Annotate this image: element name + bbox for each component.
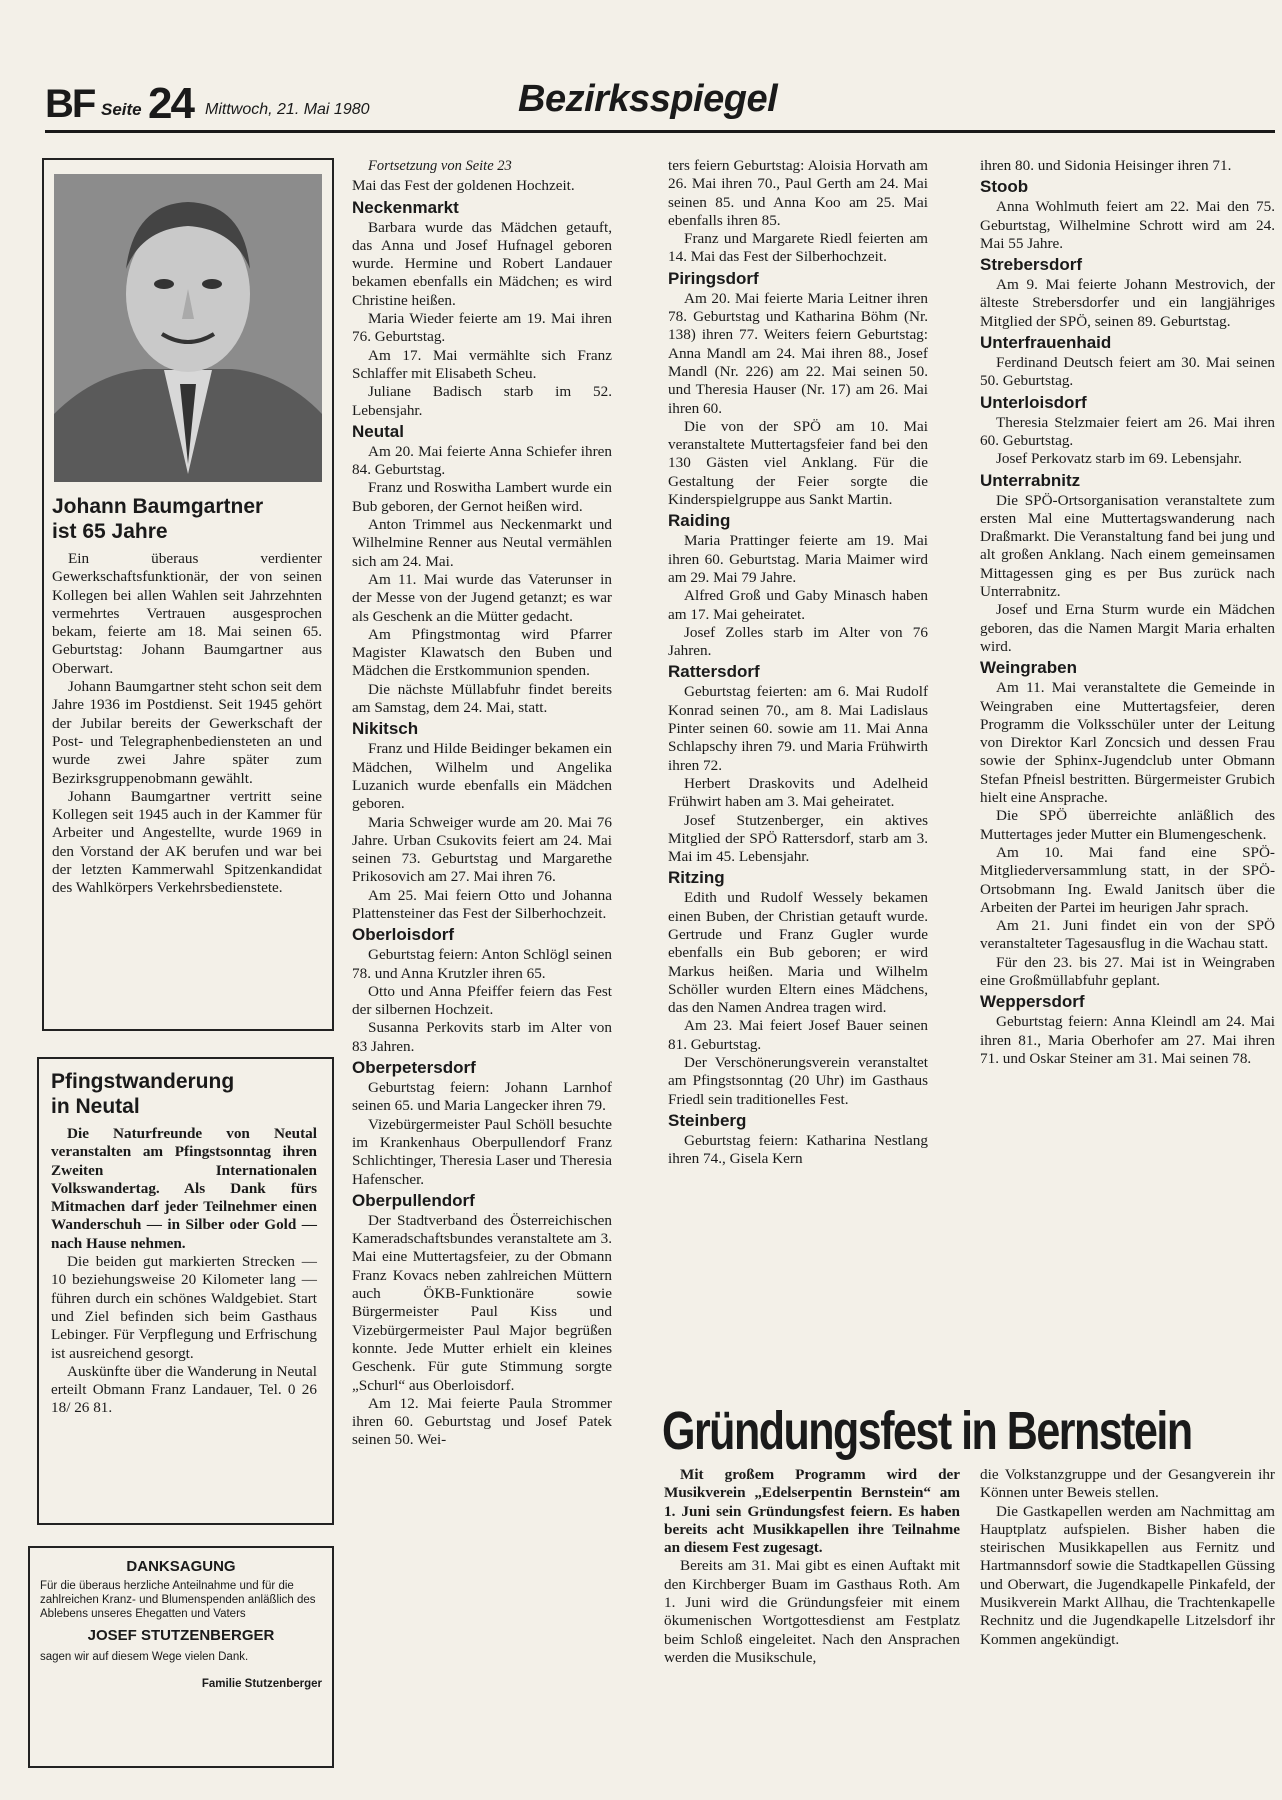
news-paragraph: Der Verschönerungsverein veranstaltet am Pfingstsonntag (20 Uhr) im Gasthaus Friedl sein traditionelles Fest. xyxy=(668,1054,928,1108)
bernstein-headline: Gründungsfest in Bernstein xyxy=(662,1401,1192,1462)
news-paragraph: ters feiern Geburtstag: Aloisia Horvath am 26. Mai ihren 70., Paul Gerth am 24. Mai seinen 85. und Anna Koo am 25. Mai ebenfalls ihren 85. xyxy=(668,157,928,229)
bernstein-paragraph: Die Gastkapellen werden am Nachmittag am Hauptplatz aufspielen. Bisher haben die steirischen Musikkapellen aus Fernitz und Hartmannsdorf sowie die Stadtkapellen Güssing und Oberwart, die Jugendkapelle Pinkafeld, der Musikverein Markt Allhau, die Trachtenkapelle Rechnitz und die Jugendkapelle Litzelsdorf ihr Kommen angekündigt. xyxy=(980,1502,1275,1648)
town-heading: Steinberg xyxy=(668,1110,747,1130)
town-heading: Oberpetersdorf xyxy=(352,1058,476,1078)
news-paragraph: Theresia Stelzmaier feiert am 26. Mai ihren 60. Geburtstag. xyxy=(980,413,1275,449)
news-paragraph: Maria Wieder feierte am 19. Mai ihren 76. Geburtstag. xyxy=(352,310,612,346)
news-paragraph: Edith und Rudolf Wessely bekamen einen Buben, der Christian getauft wurde. Gertrude und Franz Gugler wurde ebenfalls ein Bub geboren; er wird Markus heißen. Maria und Wilhelm Schöller wurden Eltern eines Mädchens, das den Namen Andrea tragen wird. xyxy=(668,889,928,1017)
bernstein-lead: Mit großem Programm wird der Musikverein „Edelserpentin Bernstein“ am 1. Juni sein Gründungsfest feiern. Es haben bereits acht Musikkapellen ihre Teilnahme an diesem Fest zugesagt. xyxy=(664,1466,960,1557)
thanks-signature: Familie Stutzenberger xyxy=(201,1678,322,1690)
news-paragraph: Ferdinand Deutsch feiert am 30. Mai seinen 50. Geburtstag. xyxy=(980,354,1275,390)
news-paragraph: Anton Trimmel aus Neckenmarkt und Wilhelmine Renner aus Neutal vermählen sich am 24. Mai. xyxy=(352,516,612,570)
town-heading: Neckenmarkt xyxy=(352,197,459,217)
news-paragraph: ihren 80. und Sidonia Heisinger ihren 71. xyxy=(980,157,1232,174)
news-paragraph: Am 25. Mai feiern Otto und Johanna Plattensteiner das Fest der Silberhochzeit. xyxy=(352,886,612,922)
issue-date: Mittwoch, 21. Mai 1980 xyxy=(205,101,370,118)
column-1-content xyxy=(352,177,612,1449)
news-paragraph: Am 17. Mai vermählte sich Franz Schlaffer mit Elisabeth Scheu. xyxy=(352,346,612,382)
thanks-notice-box xyxy=(28,1546,334,1768)
news-paragraph: Die SPÖ-Ortsorganisation veranstaltete zum ersten Mal eine Muttertagswanderung nach Draßmarkt. Die Veranstaltung fand bei jung und alt großen Anklang. Nach einem gemeinsamen Mittagessen ging es per Bus zurück nach Unterrabnitz. xyxy=(980,491,1275,601)
portrait-headline-2: ist 65 Jahre xyxy=(52,520,168,543)
portrait-headline-1: Johann Baumgartner xyxy=(52,495,264,518)
news-paragraph: Franz und Hilde Beidinger bekamen ein Mädchen, Wilhelm und Angelika Luzanich wurde ebenfalls ein Mädchen geboren. xyxy=(352,740,612,813)
thanks-text-2: sagen wir auf diesem Wege vielen Dank. xyxy=(40,1651,249,1663)
hike-article-box xyxy=(37,1057,334,1525)
town-heading: Weingraben xyxy=(980,658,1077,678)
news-column-1 xyxy=(352,157,612,1450)
news-paragraph: Geburtstag feiern: Anna Kleindl am 24. Mai ihren 81., Maria Oberhofer am 27. Mai ihren 71. und Oskar Steiner am 31. Mai seinen 78. xyxy=(980,1013,1275,1067)
news-paragraph: Susanna Perkovits starb im Alter von 83 Jahren. xyxy=(352,1019,612,1055)
news-paragraph: Der Stadtverband des Österreichischen Kameradschaftsbundes veranstaltete am 3. Mai eine Muttertagsfeier, zu der Obmann Franz Kovacs neben zahlreichen Müttern auch ÖKB-Funktionäre sowie Bürgermeister Paul Kiss und Vizebürgermeister Paul Major begrüßen konnte. Jede Mutter erhielt ein kleines Geschenk. Für gute Stimmung sorgte „Schurl“ aus Oberloisdorf. xyxy=(352,1211,612,1394)
news-paragraph: Franz und Margarete Riedl feierten am 14. Mai das Fest der Silberhochzeit. xyxy=(668,230,928,266)
masthead-rule xyxy=(45,130,1275,133)
portrait-illustration xyxy=(54,174,322,482)
news-paragraph: Die nächste Müllabfuhr findet bereits am Samstag, dem 24. Mai, statt. xyxy=(352,680,612,717)
news-paragraph: Alfred Groß und Gaby Minasch haben am 17. Mai geheiratet. xyxy=(668,587,928,623)
news-paragraph: Josef und Erna Sturm wurde ein Mädchen geboren, das die Namen Margit Maria erhalten wird. xyxy=(980,601,1275,655)
town-heading: Oberpullendorf xyxy=(352,1190,475,1210)
town-heading: Unterfrauenhaid xyxy=(980,333,1112,353)
news-paragraph: Mai das Fest der goldenen Hochzeit. xyxy=(352,177,575,195)
news-paragraph: Am 23. Mai feiert Josef Bauer seinen 81. Geburtstag. xyxy=(668,1017,928,1053)
page-label: Seite xyxy=(101,100,142,119)
news-paragraph: Josef Perkovatz starb im 69. Lebensjahr. xyxy=(996,450,1242,468)
town-heading: Neutal xyxy=(352,421,404,441)
news-paragraph: Am 9. Mai feierte Johann Mestrovich, der älteste Strebersdorfer und ein langjähriges Mitglied der SPÖ, seinen 89. Geburtstag. xyxy=(980,276,1275,330)
hike-lead: Die Naturfreunde von Neutal veranstalten am Pfingstsonntag ihren Zweiten Internationalen Volkswandertag. Als Dank fürs Mitmachen darf jeder Teilnehmer einen Wanderschuh — in Silber oder Gold — nach Hause nehmen. xyxy=(51,1125,317,1252)
town-heading: Ritzing xyxy=(668,868,725,888)
news-paragraph: Am 20. Mai feierte Anna Schiefer ihren 84. Geburtstag. xyxy=(352,442,612,479)
hike-paragraph: Die beiden gut markierten Strecken — 10 beziehungsweise 20 Kilometer lang — führen durch ein schönes Waldgebiet. Start und Ziel befinden sich beim Gasthaus Lebinger. Für Verpflegung und Erfrischung ist ausreichend gesorgt. xyxy=(51,1253,317,1362)
news-paragraph: Geburtstag feiern: Katharina Nestlang ihren 74., Gisela Kern xyxy=(668,1131,928,1168)
thanks-deceased-name: JOSEF STUTZENBERGER xyxy=(87,1627,275,1644)
portrait-photo xyxy=(54,174,322,482)
news-paragraph: Josef Stutzenberger, ein aktives Mitglied der SPÖ Rattersdorf, starb am 3. Mai im 45. Lebensjahr. xyxy=(668,811,928,866)
bernstein-column-b xyxy=(980,1466,1275,1649)
town-heading: Strebersdorf xyxy=(980,255,1083,275)
thanks-title: DANKSAGUNG xyxy=(126,1558,236,1575)
news-paragraph: Die SPÖ überreichte anläßlich des Muttertages jeder Mutter ein Blumengeschenk. xyxy=(980,807,1275,843)
news-column-2 xyxy=(668,157,928,1169)
continuation-note: Fortsetzung von Seite 23 xyxy=(368,158,512,174)
news-paragraph: Am 20. Mai feierte Maria Leitner ihren 78. Geburtstag und Katharina Böhm (Nr. 138) ihren 77. Weiters feiern Geburtstag: Anna Mandl am 24. Mai ihren 88., Josef Mandl (Nr. 226) am 22. Mai seinen 50. und Theresia Hauser (Nr. 17) am 26. Mai ihren 60. xyxy=(668,289,928,417)
portrait-article-box xyxy=(42,158,334,1031)
bernstein-paragraph: die Volkstanzgruppe und der Gesangverein ihr Können unter Beweis stellen. xyxy=(980,1466,1275,1502)
bernstein-column-a xyxy=(664,1466,960,1667)
news-paragraph: Juliane Badisch starb im 52. Lebensjahr. xyxy=(352,383,612,419)
news-paragraph: Josef Zolles starb im Alter von 76 Jahren. xyxy=(668,623,928,660)
town-heading: Unterrabnitz xyxy=(980,470,1081,490)
portrait-paragraph: Johann Baumgartner steht schon seit dem Jahre 1936 im Postdienst. Seit 1945 gehört der Jubilar bereits der Gewerkschaft der Post- und Telegraphenbediensteten an und wurde zwei Jahre später zum Bezirksgruppenobmann gewählt. xyxy=(52,678,322,787)
hike-paragraph: Auskünfte über die Wanderung in Neutal erteilt Obmann Franz Landauer, Tel. 0 26 18/ 26 81. xyxy=(51,1362,317,1417)
news-paragraph: Geburtstag feiern: Johann Larnhof seinen 65. und Maria Langecker ihren 79. xyxy=(352,1079,612,1115)
bernstein-paragraph: Bereits am 31. Mai gibt es einen Auftakt mit den Kirchberger Buam im Gasthaus Roth. Am 1. Juni wird die Gründungsfeier mit einem ökumenischen Wortgottesdienst am Festplatz beim Schloß eingeleitet. Nach den Ansprachen werden die Musikschule, xyxy=(664,1557,960,1666)
town-heading: Weppersdorf xyxy=(980,992,1085,1012)
news-paragraph: Am 11. Mai wurde das Vaterunser in der Messe von der Jugend getanzt; es war als Geschenk an die Mütter gedacht. xyxy=(352,570,612,625)
news-paragraph: Am 10. Mai fand eine SPÖ-Mitgliederversammlung statt, in der SPÖ-Ortsobmann Ing. Ewald Janitsch über die Arbeiten der Partei im heurigen Jahr sprach. xyxy=(980,843,1275,916)
bernstein-column-a-content xyxy=(664,1466,960,1667)
news-paragraph: Herbert Draskovits und Adelheid Frühwirt haben am 3. Mai geheiratet. xyxy=(668,774,928,811)
news-paragraph: Am 11. Mai veranstaltete die Gemeinde in Weingraben eine Muttertagsfeier, deren Programm die Volksschüler unter der Leitung von Direktor Karl Zoncsich und dessen Frau sowie der Sphinx-Jugendclub unter Obmann Stefan Pfneisl bestritten. Bürgermeister Grubich hielt eine Ansprache. xyxy=(980,679,1275,807)
news-paragraph: Anna Wohlmuth feiert am 22. Mai den 75. Geburtstag, Wilhelmine Schrott wird am 24. Mai 55 Jahre. xyxy=(980,198,1275,252)
page-number: 24 xyxy=(148,79,193,128)
newspaper-logo: BF xyxy=(45,82,95,126)
hike-headline-2: in Neutal xyxy=(51,1095,140,1118)
town-heading: Oberloisdorf xyxy=(352,925,455,945)
portrait-paragraph: Johann Baumgartner vertritt seine Kollegen seit 1945 auch in der Kammer für Arbeiter und Angestellte, wurde 1969 in den Vorstand der AK berufen und war bei der letzten Kammerwahl Spitzenkandidat des Wahlkörpers Verkehrsbedienstete. xyxy=(52,787,322,897)
section-title: Bezirksspiegel xyxy=(518,78,778,120)
news-paragraph: Franz und Roswitha Lambert wurde ein Bub geboren, der Gernot heißen wird. xyxy=(352,479,612,515)
hike-headline-1: Pfingstwanderung xyxy=(51,1070,235,1093)
news-paragraph: Otto und Anna Pfeiffer feiern das Fest der silbernen Hochzeit. xyxy=(352,982,612,1019)
news-paragraph: Am 21. Juni findet ein von der SPÖ veranstalteter Tagesausflug in die Wachau statt. xyxy=(980,917,1275,953)
news-paragraph: Vizebürgermeister Paul Schöll besuchte im Krankenhaus Oberpullendorf Franz Schlichtinger, Theresia Laser und Theresia Hafenscher. xyxy=(352,1115,612,1188)
town-heading: Nikitsch xyxy=(352,719,419,739)
news-paragraph: Barbara wurde das Mädchen getauft, das Anna und Josef Hufnagel geboren wurde. Hermine und Robert Landauer bekamen ebenfalls ein Mädchen; es wird Christine heißen. xyxy=(352,218,612,309)
thanks-text: Für die überaus herzliche Anteilnahme und für die zahlreichen Kranz- und Blumenspenden anläßlich des Ablebens unseres Ehegatten und Vaters xyxy=(40,1580,316,1620)
news-column-3 xyxy=(980,157,1275,1068)
news-paragraph: Maria Schweiger wurde am 20. Mai 76 Jahre. Urban Csukovits feiert am 24. Mai seinen 73. Geburtstag und Margarethe Prikosovich am 27. Mai ihren 76. xyxy=(352,813,612,886)
town-heading: Stoob xyxy=(980,177,1029,197)
column-3-content xyxy=(980,157,1275,1068)
column-2-content xyxy=(668,157,928,1169)
news-paragraph: Am Pfingstmontag wird Pfarrer Magister Klawatsch den Buben und Mädchen die Erstkommunion spenden. xyxy=(352,625,612,680)
news-paragraph: Die von der SPÖ am 10. Mai veranstaltete Muttertagsfeier fand bei den 130 Gästen viel Anklang. Für die Gestaltung der Feier sorgte die Kinderspielgruppe aus Sankt Martin. xyxy=(668,417,928,509)
town-heading: Unterloisdorf xyxy=(980,392,1087,412)
town-heading: Rattersdorf xyxy=(668,662,760,682)
town-heading: Raiding xyxy=(668,511,731,531)
news-paragraph: Für den 23. bis 27. Mai ist in Weingraben eine Großmüllabfuhr geplant. xyxy=(980,953,1275,989)
portrait-paragraph: Ein überaus verdienter Gewerkschaftsfunktionär, der von seinen Kollegen bei allen Wahlen seit Jahrzehnten vermehrtes Vertrauen ausgesprochen bekam, feierte am 18. Mai seinen 65. Geburtstag: Johann Baumgartner aus Oberwart. xyxy=(52,550,322,677)
town-heading: Piringsdorf xyxy=(668,268,759,288)
news-paragraph: Geburtstag feiern: Anton Schlögl seinen 78. und Anna Krutzler ihren 65. xyxy=(352,946,612,982)
bernstein-column-b-content xyxy=(980,1466,1275,1649)
news-paragraph: Geburtstag feierten: am 6. Mai Rudolf Konrad seinen 70., am 8. Mai Ladislaus Pinter seinen 60. sowie am 11. Mai Anna Schlapschy ihren 79. und Maria Frühwirth ihren 72. xyxy=(668,683,928,774)
news-paragraph: Maria Prattinger feierte am 19. Mai ihren 60. Geburtstag. Maria Maimer wird am 29. Mai 79 Jahre. xyxy=(668,532,928,586)
news-paragraph: Am 12. Mai feierte Paula Strommer ihren 60. Geburtstag und Josef Patek seinen 50. Wei- xyxy=(352,1394,612,1449)
